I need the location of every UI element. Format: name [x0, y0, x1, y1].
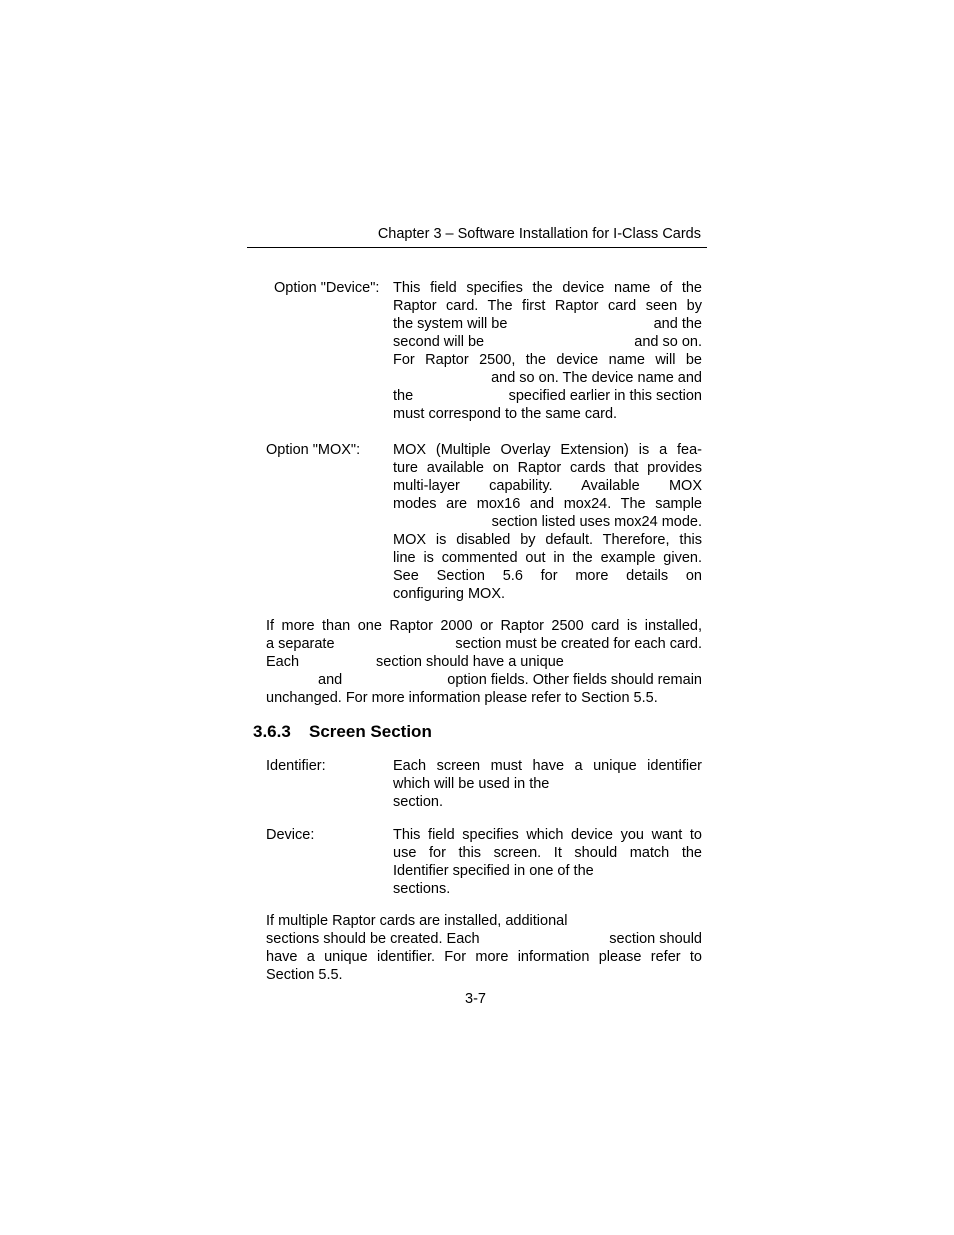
text-line: the system will be and the — [393, 316, 702, 332]
text-line: a separate section must be created for each card. — [266, 636, 702, 652]
identifier-label: Identifier: — [266, 758, 326, 774]
section-heading — [253, 722, 432, 742]
mox-option-label: Option "MOX": — [266, 442, 361, 458]
text-line: line is commented out in the example given. — [393, 550, 702, 566]
text-line: MOX is disabled by default. Therefore, this — [393, 532, 702, 548]
text-line: See Section 5.6 for more details on — [393, 568, 702, 584]
text-line: have a unique identifier. For more information please refer to — [266, 949, 702, 965]
text-line: Each section should have a unique — [266, 654, 564, 670]
page-number: 3-7 — [465, 991, 486, 1007]
text-line: which will be used in the — [393, 776, 550, 792]
text-line: second will be and so on. — [393, 334, 702, 350]
text-line: must correspond to the same card. — [393, 406, 618, 422]
multi-card-paragraph — [266, 617, 702, 707]
multi-screen-paragraph — [266, 912, 702, 984]
text-line: Each screen must have a unique identifier — [393, 758, 702, 774]
text-line: section. — [393, 794, 443, 810]
section-number: 3.6.3 — [253, 722, 291, 741]
text-line: Identifier specified in one of the — [393, 863, 594, 879]
text-line: configuring MOX. — [393, 586, 506, 602]
text-line: section listed uses mox24 mode. — [491, 514, 702, 530]
text-line: the specified earlier in this section — [393, 388, 702, 404]
text-line: Section 5.5. — [266, 967, 343, 983]
text-line: This field specifies the device name of the — [393, 280, 702, 296]
device-label: Device: — [266, 827, 315, 843]
text-line: ture available on Raptor cards that provides — [393, 460, 702, 476]
text-line: use for this screen. It should match the — [393, 845, 702, 861]
chapter-title: Chapter 3 – Software Installation for I-Class Cards — [377, 226, 701, 242]
text-line: unchanged. For more information please refer to Section 5.5. — [266, 690, 658, 706]
running-header — [247, 226, 707, 248]
text-line: For Raptor 2500, the device name will be — [393, 352, 702, 368]
text-line: modes are mox16 and mox24. The sample — [393, 496, 702, 512]
text-line: sections should be created. Each section should — [266, 931, 702, 947]
text-line: and option fields. Other fields should remain — [318, 672, 702, 688]
text-line: sections. — [393, 881, 451, 897]
text-line: If more than one Raptor 2000 or Raptor 2500 card is installed, — [266, 618, 702, 634]
text-line: This field specifies which device you want to — [393, 827, 702, 843]
text-line: and so on. The device name and — [491, 370, 702, 386]
text-line: multi-layer capability. Available MOX — [393, 478, 702, 494]
text-line: MOX (Multiple Overlay Extension) is a fea- — [393, 442, 702, 458]
text-line: Raptor card. The first Raptor card seen by — [393, 298, 702, 314]
device-option-label: Option "Device": — [274, 280, 380, 296]
section-title: Screen Section — [309, 722, 432, 741]
text-line: If multiple Raptor cards are installed, additional — [266, 913, 568, 929]
